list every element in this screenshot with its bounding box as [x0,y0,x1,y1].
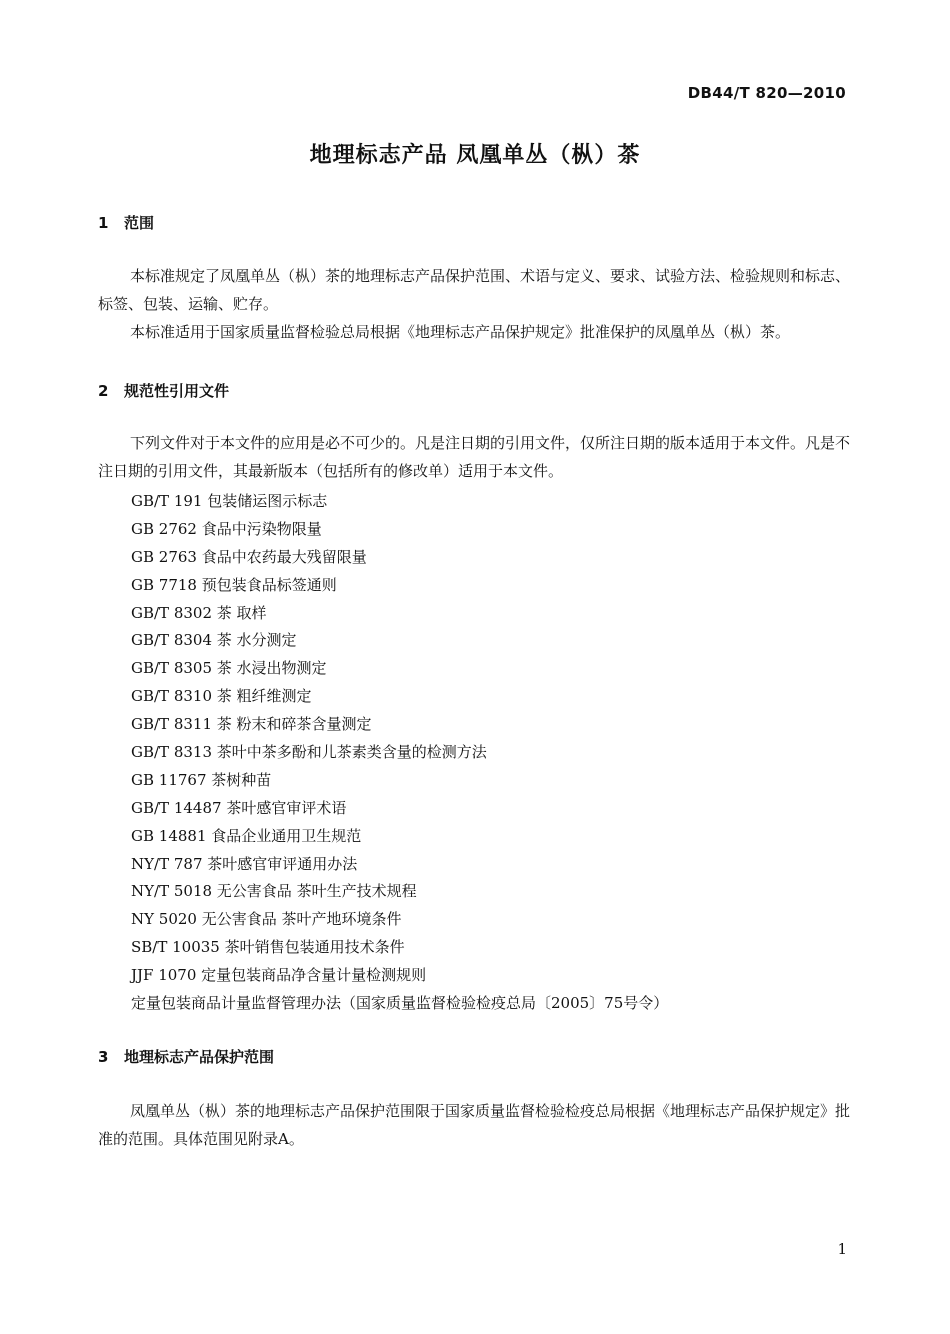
reference-item: GB/T 191 包装储运图示标志 [131,492,328,510]
reference-item: GB/T 8305 茶 水浸出物测定 [131,659,327,678]
normative-references-list [131,488,668,1018]
section-2-paragraph-1: 下列文件对于本文件的应用是必不可少的。凡是注日期的引用文件，仅所注日期的版本适用于本文件。凡是不注日期的引用文件，其最新版本（包括所有的修改单）适用于本文件。 [98,434,851,480]
section-title: 地理标志产品保护范围 [124,1048,275,1066]
section-3-heading [98,1046,274,1067]
reference-item: SB/T 10035 茶叶销售包装通用技术条件 [131,938,405,957]
reference-item: GB 2763 食品中农药最大残留限量 [131,547,367,566]
reference-item: GB/T 8313 茶叶中茶多酚和儿茶素类含量的检测方法 [131,743,487,762]
section-title: 范围 [124,214,155,232]
reference-item: GB 2762 食品中污染物限量 [131,519,322,538]
section-1-paragraph-1: 本标准规定了凤凰单丛（枞）茶的地理标志产品保护范围、术语与定义、要求、试验方法、检验规则和标志、标签、包装、运输、贮存。 [98,267,851,313]
reference-item: JJF 1070 定量包装商品净含量计量检测规则 [131,966,427,985]
standard-code: DB44/T 820—2010 [687,84,846,102]
reference-item: GB 7718 预包装食品标签通则 [131,575,337,594]
section-3-paragraph-1: 凤凰单丛（枞）茶的地理标志产品保护范围限于国家质量监督检验检疫总局根据《地理标志产品保护规定》批准的范围。具体范围见附录A。 [98,1102,851,1148]
reference-item: NY/T 5018 无公害食品 茶叶生产技术规程 [131,882,417,901]
reference-item: 定量包装商品计量监督管理办法（国家质量监督检验检疫总局〔2005〕75号令） [131,994,669,1013]
section-number: 2 [98,382,109,400]
section-number: 3 [98,1048,109,1066]
reference-item: GB/T 8310 茶 粗纤维测定 [131,687,312,706]
document-title: 地理标志产品 凤凰单丛（枞）茶 [309,143,641,168]
reference-item: GB/T 8311 茶 粉末和碎茶含量测定 [131,715,372,734]
reference-item: GB/T 14487 茶叶感官审评术语 [131,798,347,817]
reference-item: GB/T 8302 茶 取样 [131,603,267,622]
section-1-paragraph-2: 本标准适用于国家质量监督检验总局根据《地理标志产品保护规定》批准保护的凤凰单丛（枞）茶。 [130,323,791,341]
section-number: 1 [98,214,109,232]
reference-item: GB 11767 茶树种苗 [131,770,272,789]
page-number: 1 [837,1240,847,1258]
reference-item: NY 5020 无公害食品 茶叶产地环境条件 [131,910,402,929]
reference-item: GB 14881 食品企业通用卫生规范 [131,826,362,845]
reference-item: GB/T 8304 茶 水分测定 [131,631,297,650]
section-2-heading [98,380,229,401]
reference-item: NY/T 787 茶叶感官审评通用办法 [131,854,358,873]
section-1-heading [98,212,154,233]
section-title: 规范性引用文件 [124,382,230,400]
